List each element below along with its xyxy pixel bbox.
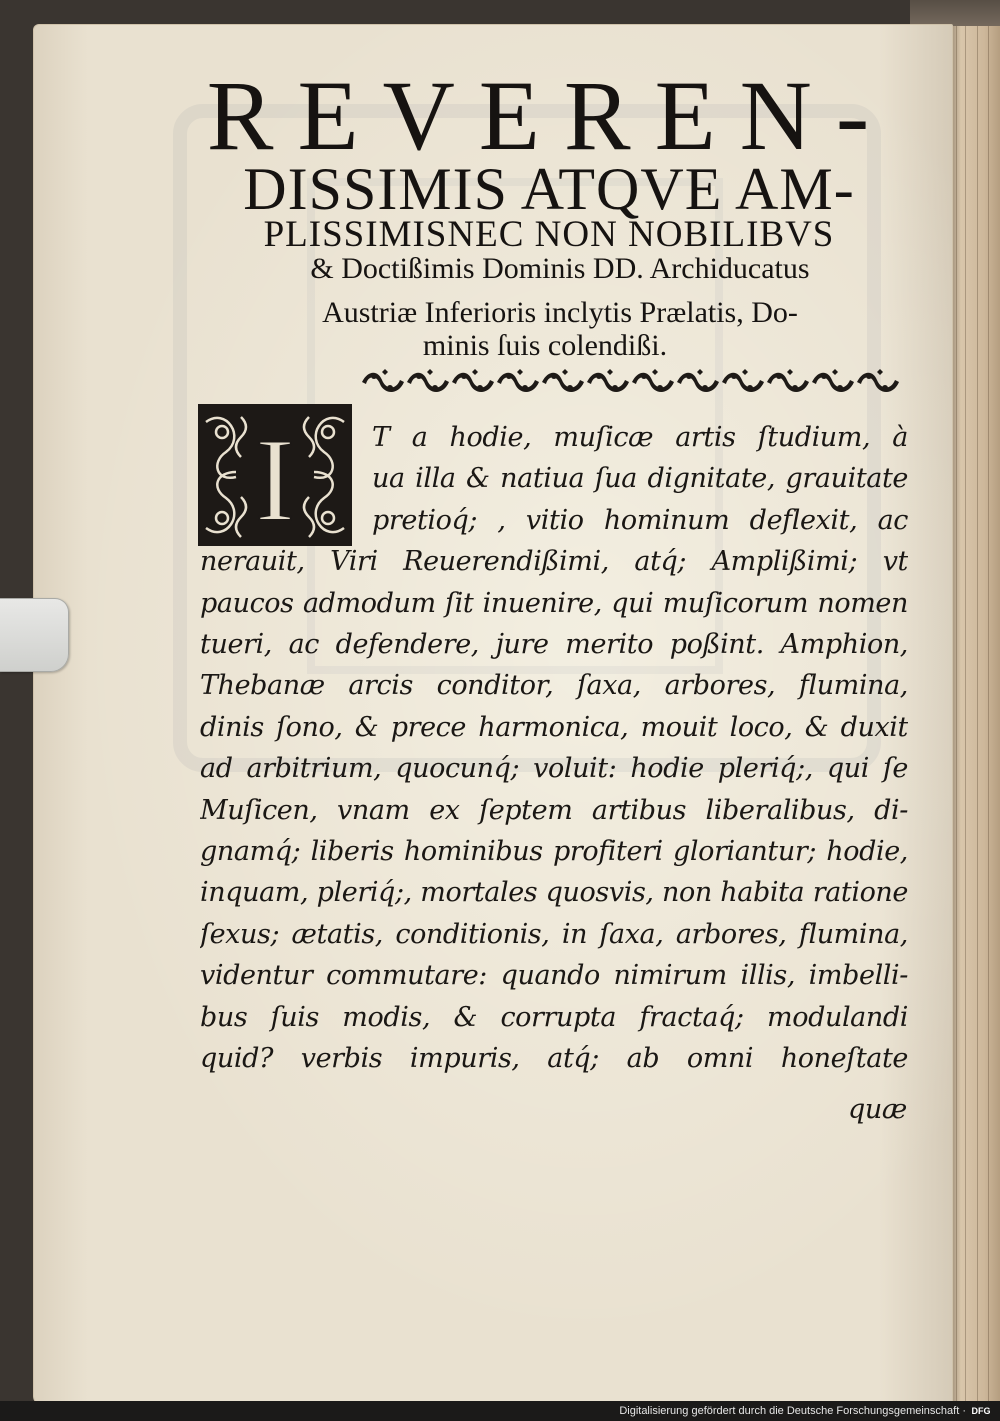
- body-line: bus ſuis modis, & corrupta fractaq́; modulandi: [200, 1001, 908, 1033]
- dfg-logo: DFG: [971, 1406, 991, 1416]
- dedication-title-line-2: DISSIMIS ATQVE AM-: [243, 156, 855, 222]
- body-line: pretioq́; , vitio hominum deflexit, ac: [372, 504, 908, 536]
- body-line: videntur commutare: quando nimirum illis, imbelli-: [200, 960, 908, 992]
- dedication-title-line-4: & Doctißimis Dominis DD. Archiducatus: [310, 252, 810, 285]
- body-line: Muſicen, vnam ex ſeptem artibus liberalibus, di-: [200, 794, 908, 826]
- dedication-title-line-3: PLISSIMISNEC NON NOBILIBVS: [263, 214, 835, 255]
- catchword: quæ: [848, 1094, 907, 1125]
- body-line: tueri, ac defendere, jure merito poßint. Amphion,: [200, 629, 908, 660]
- body-line: nerauit, Viri Reuerendißimi, atq́; Amplißimi; vt: [200, 546, 908, 578]
- paper-bookmark-tab: [0, 598, 69, 672]
- body-line: ua illa & natiua ſua dignitate, grauitate: [372, 463, 908, 495]
- body-line: ad arbitrium, quocunq́; voluit: hodie pleriq́;, qui ſe: [200, 753, 908, 785]
- decorated-initial-letter: [196, 402, 354, 548]
- body-line: quid? verbis impuris, atq́; ab omni honeſtate: [200, 1043, 908, 1074]
- body-line: dinis ſono, & prece harmonica, mouit loco, & duxit: [200, 711, 908, 743]
- body-line: inquam, pleriq́;, mortales quosvis, non habita ratione: [200, 877, 908, 909]
- digitization-credit: Digitalisierung gefördert durch die Deutsche Forschungsgemeinschaft ·: [619, 1405, 966, 1417]
- body-line: gnamq́; liberis hominibus profiteri gloriantur; hodie,: [200, 836, 908, 867]
- dedication-title-line-1: REVEREN-: [206, 60, 894, 171]
- dedication-title-line-5: Austriæ Inferioris inclytis Prælatis, Do-: [322, 296, 798, 329]
- dedication-title-line-6: minis ſuis colendißi.: [422, 329, 668, 362]
- body-line: ſexus; ætatis, conditionis, in ſaxa, arbores, flumina,: [200, 918, 908, 950]
- body-line: paucos admodum ſit inuenire, qui muſicorum nomen: [200, 587, 908, 619]
- adjacent-page-edge: [948, 26, 1000, 1406]
- body-line: Thebanæ arcis conditor, ſaxa, arbores, flumina,: [200, 670, 908, 702]
- body-line: T a hodie, muſicæ artis ſtudium, à: [372, 422, 908, 453]
- ornamental-band: [360, 368, 900, 396]
- initial-letter-glyph: I: [255, 413, 295, 546]
